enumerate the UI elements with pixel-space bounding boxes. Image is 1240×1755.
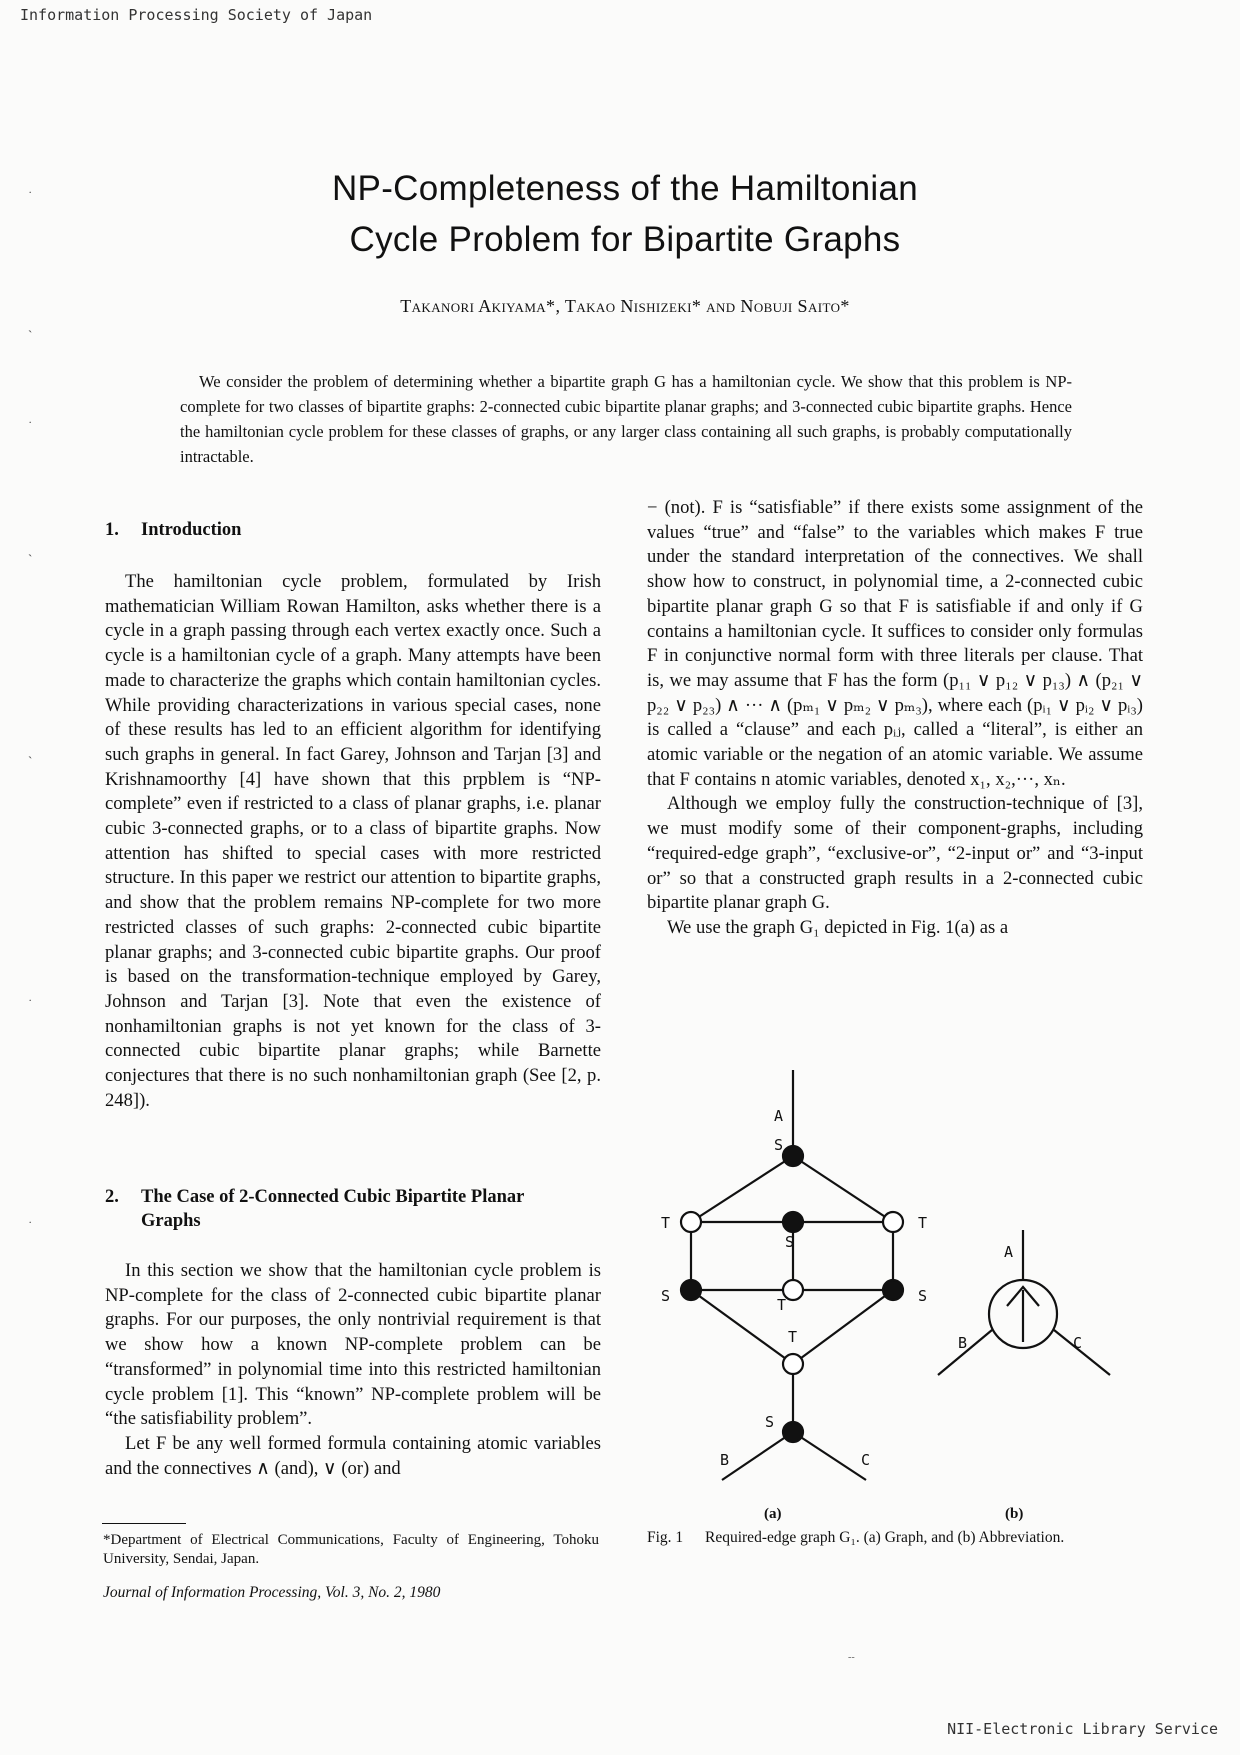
label-s: S bbox=[774, 1136, 784, 1154]
section-1-heading bbox=[105, 518, 601, 542]
label-c: C bbox=[1073, 1334, 1083, 1352]
authors: Takanori Akiyama*, Takao Nishizeki* and Nobuji Saito* bbox=[400, 296, 850, 316]
margin-mark: ˎ bbox=[28, 542, 33, 557]
margin-mark: ˙ bbox=[28, 188, 33, 203]
margin-mark: ˎ bbox=[28, 744, 33, 759]
label-a: A bbox=[1004, 1243, 1014, 1261]
intro-paragraph: The hamiltonian cycle problem, formulated by Irish mathematician William Rowan Hamilton, asks whether there is a cycle in a graph passing through each vertex exactly once. Such a cycle is a hamiltonian cycle of a graph. Many attempts have been made to characterize the graphs which contain hamiltonian cycles. While providing characterizations in various special cases, none of these results has led to an efficient algorithm for identifying such graphs in general. In fact Garey, Johnson and Tarjan [3] and Krishnamoorthy [4] have shown that this prpblem is “NP-complete” even if restricted to a class of planar graphs, i.e. planar cubic 3-connected graphs, or to a class of bipartite graphs. Now attention has shifted to special cases with more restricted structure. In this paper we restrict our attention to bipartite graphs, and show that the problem remains NP-complete for two more restricted classes of such graphs: 2-connected cubic bipartite planar graphs; and 3-connected cubic bipartite graphs. Our proof is based on the transformation-technique employed by Garey, Johnson and Tarjan [3]. Note that even the existence of nonhamiltonian graphs is not yet known for the class of 3-connected cubic bipartite planar graphs; while Barnette conjectures that there is no such nonhamiltonian graph (See [2, p. 248]). bbox=[105, 571, 601, 1111]
section-2-title-line-1: The Case of 2-Connected Cubic Bipartite Planar bbox=[141, 1187, 525, 1207]
vertex-t-left bbox=[681, 1212, 701, 1232]
title-line-1: NP-Completeness of the Hamiltonian bbox=[331, 169, 919, 208]
vertex-t-right bbox=[883, 1212, 903, 1232]
label-a: A bbox=[774, 1107, 784, 1125]
vertex-s-middle bbox=[783, 1212, 803, 1232]
footnote-rule bbox=[102, 1523, 186, 1524]
label-t: T bbox=[788, 1328, 798, 1346]
label-s: S bbox=[765, 1413, 775, 1431]
footnote: *Department of Electrical Communications, Faculty of Engineering, Tohoku University, Sendai, Japan. bbox=[103, 1532, 599, 1567]
figure-1b-symbol bbox=[938, 1230, 1110, 1375]
right-column-body bbox=[647, 496, 1143, 941]
section-2-number: 2. bbox=[105, 1187, 119, 1207]
margin-mark: ˙ bbox=[28, 1218, 33, 1233]
figure-1a-edges bbox=[691, 1070, 893, 1480]
label-s: S bbox=[785, 1233, 795, 1251]
margin-mark: ˎ bbox=[28, 318, 33, 333]
vertex-s-top bbox=[783, 1146, 803, 1166]
label-t: T bbox=[777, 1296, 787, 1314]
label-c: C bbox=[861, 1451, 871, 1469]
margin-mark: ˙ bbox=[28, 418, 33, 433]
journal-citation: Journal of Information Processing, Vol. 3, No. 2, 1980 bbox=[103, 1584, 441, 1601]
right-paragraph-3: We use the graph G₁ depicted in Fig. 1(a) as a bbox=[667, 916, 1009, 938]
header-label: Information Processing Society of Japan bbox=[20, 6, 373, 24]
section-2-paragraph-1: In this section we show that the hamiltonian cycle problem is NP-complete for the class of 2-connected cubic bipartite planar graphs. For our purposes, the only nontrivial requirement is that we show how a known NP-complete problem can be “transformed” in polynomial time into this restricted hamiltonian cycle problem [1]. This “known” NP-complete problem will be “the satisfiability problem”. bbox=[105, 1260, 601, 1430]
label-b: B bbox=[720, 1451, 730, 1469]
label-b: B bbox=[958, 1334, 968, 1352]
caption-text: Required-edge graph G₁. (a) Graph, and (b) Abbreviation. bbox=[705, 1529, 1065, 1546]
label-t: T bbox=[661, 1214, 671, 1232]
section-2-title-line-2: Graphs bbox=[141, 1211, 201, 1231]
stray-mark: ‐‐ bbox=[848, 1652, 855, 1663]
subfigure-a-label: (a) bbox=[764, 1506, 782, 1522]
footer-label: NII-Electronic Library Service bbox=[947, 1720, 1218, 1738]
margin-mark: ˙ bbox=[28, 996, 33, 1011]
section-2-body bbox=[105, 1259, 601, 1481]
section-1-title: Introduction bbox=[141, 520, 242, 540]
vertex-s-bottom bbox=[783, 1422, 803, 1442]
figure-1 bbox=[640, 1070, 1140, 1550]
section-2-heading bbox=[105, 1185, 601, 1233]
title-line-2: Cycle Problem for Bipartite Graphs bbox=[349, 220, 901, 259]
subfigure-b-label: (b) bbox=[1005, 1506, 1024, 1522]
vertex-s-left bbox=[681, 1280, 701, 1300]
right-paragraph-1: − (not). F is “satisfiable” if there exists some assignment of the values “true” and “false” to the variables which makes F true under the standard interpretation of the connectives. We shall show how to construct, in polynomial time, a 2-connected cubic bipartite planar graph G so that F is satisfiable if and only if G contains a hamiltonian cycle. It suffices to consider only formulas F in conjunctive normal form with three literals per clause. That is, we may assume that F has the form (p₁₁ ∨ p₁₂ ∨ p₁₃) ∧ (p₂₁ ∨ p₂₂ ∨ p₂₃) ∧ ··· ∧ (pₘ₁ ∨ pₘ₂ ∨ pₘ₃), where each (pᵢ₁ ∨ pᵢ₂ ∨ pᵢ₃) is called a “clause” and each pᵢⱼ, called a “literal”, is either an atomic variable or the negation of an atomic variable. We assume that F contains n atomic variables, denoted x₁, x₂,···, xₙ. bbox=[647, 497, 1143, 790]
label-t: T bbox=[918, 1214, 928, 1232]
vertex-t-bottom bbox=[783, 1354, 803, 1374]
paper-title bbox=[200, 163, 1050, 265]
label-s: S bbox=[661, 1287, 671, 1305]
label-s: S bbox=[918, 1287, 928, 1305]
section-1-body bbox=[105, 570, 601, 1113]
caption-label: Fig. 1 bbox=[647, 1529, 684, 1546]
section-2-paragraph-2: Let F be any well formed formula containing atomic variables and the connectives ∧ (and), ∨ (or) and bbox=[105, 1432, 601, 1479]
abstract: We consider the problem of determining whether a bipartite graph G has a hamiltonian cycle. We show that this problem is NP-complete for two classes of bipartite graphs: 2-connected cubic bipartite planar graphs; and 3-connected cubic bipartite graphs. Hence the hamiltonian cycle problem for these classes of graphs, or any larger class containing all such graphs, is probably computationally intractable. bbox=[180, 372, 1072, 466]
section-1-number: 1. bbox=[105, 520, 119, 540]
figure-1-caption bbox=[647, 1528, 1137, 1547]
vertex-s-right bbox=[883, 1280, 903, 1300]
right-paragraph-2: Although we employ fully the construction-technique of [3], we must modify some of their component-graphs, including “required-edge graph”, “exclusive-or”, “2-input or” and “3-input or” so that a constructed graph results in a 2-connected cubic bipartite planar graph G. bbox=[647, 793, 1143, 914]
